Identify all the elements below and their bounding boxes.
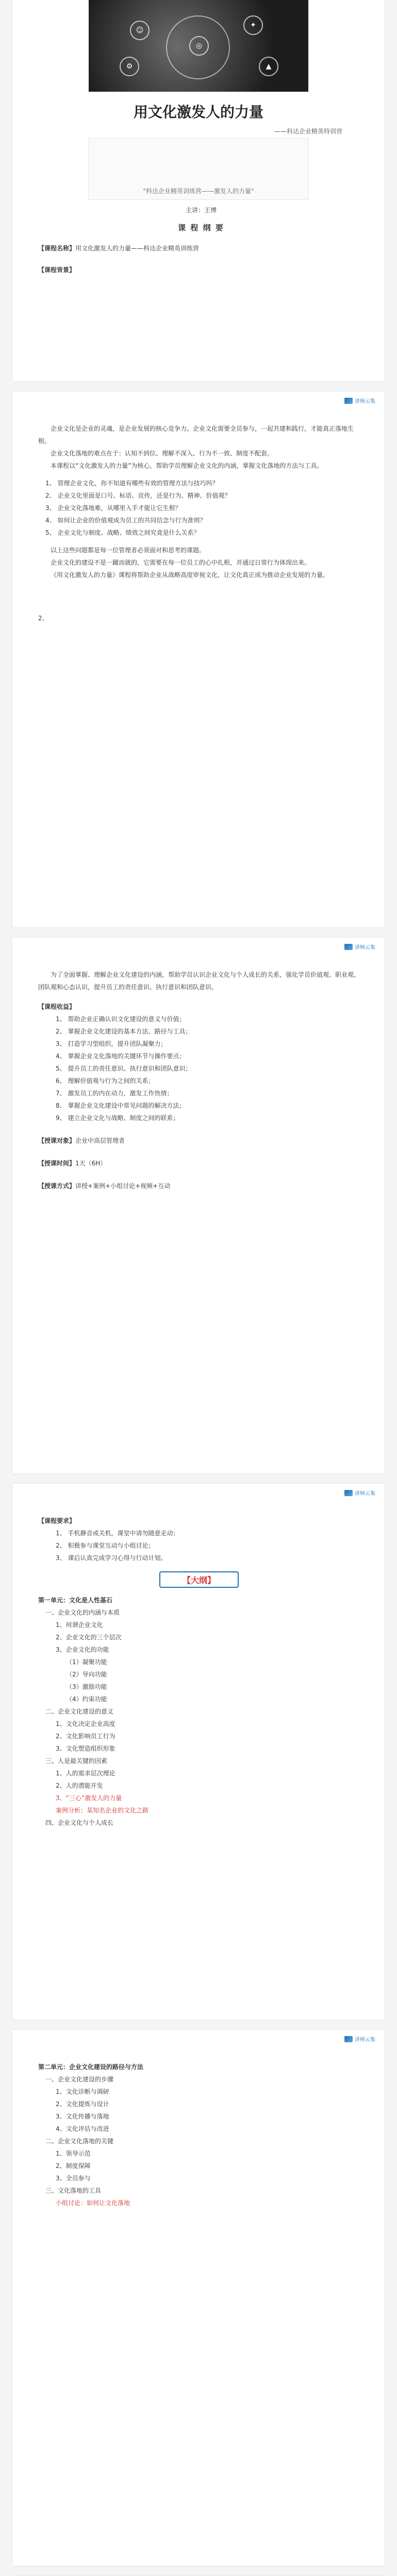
- objective-item: 6、 理解价值观与行为之间的关系；: [56, 1077, 155, 1084]
- brand-logo-icon: [344, 944, 353, 950]
- outline-line: 1、何谓企业文化: [56, 1621, 103, 1629]
- closing-para-3: 《用文化激发人的力量》课程将帮助企业从战略高度审视文化，让文化真正成为推动企业发展的力量。: [51, 571, 329, 579]
- subtitle: ——科达企业精英特训营: [274, 128, 342, 135]
- brand-logo-icon: [344, 2036, 353, 2042]
- brand-name: 讲师云集: [355, 945, 375, 951]
- outline-line: 2、文化提炼与设计: [56, 2100, 109, 2108]
- lecturer-name: 王博: [204, 207, 217, 214]
- page-4: [12, 1484, 385, 2020]
- outline-line: 二、企业文化建设的意义: [45, 1708, 114, 1715]
- requirement-item: 2、 积极参与课堂互动与小组讨论；: [56, 1542, 155, 1549]
- gear-icon: ⚙: [120, 57, 139, 76]
- outline-line: 2、人的潜能开发: [56, 1782, 103, 1789]
- outline-label: 课 程 纲 要: [178, 223, 224, 232]
- background-para-3: 本课程以“文化激发人的力量”为核心，帮助学员理解企业文化的内涵，掌握文化落地的方法与工具。: [51, 462, 323, 469]
- page-5: [12, 2030, 385, 2566]
- outline-line: 案例分析：某知名企业的文化之路: [56, 1807, 149, 1814]
- duration-label: 【授课时间】: [38, 1160, 76, 1167]
- outline-line: 三、文化落地的工具: [45, 2187, 102, 2194]
- target-icon: ◎: [189, 36, 209, 56]
- method-value: 讲授+案例+小组讨论+视频+互动: [75, 1182, 171, 1190]
- objective-item: 3、 打造学习型组织，提升团队凝聚力；: [56, 1040, 167, 1047]
- outline-line: 2、文化影响员工行为: [56, 1733, 115, 1740]
- outline-line: 3、文化塑造组织形象: [56, 1745, 115, 1752]
- page-title: 用文化激发人的力量: [133, 104, 263, 121]
- brand-logo-icon: [344, 398, 353, 404]
- outline-line: 3、文化传播与落地: [56, 2113, 109, 2120]
- outline-line: 四、企业文化与个人成长: [45, 1819, 114, 1826]
- lightbulb-icon: ✦: [243, 15, 263, 35]
- outline-line: 2、制度保障: [56, 2162, 91, 2170]
- objective-item: 9、 建立企业文化与战略、制度之间的联系；: [56, 1114, 179, 1122]
- course-name-block: [38, 242, 364, 276]
- objectives-content: [38, 969, 364, 1192]
- outline-line: 1、人的需求层次理论: [56, 1770, 115, 1777]
- outline-line: （2）导向功能: [66, 1671, 107, 1678]
- unit1-content: [38, 1594, 364, 1829]
- objective-item: 2、 掌握企业文化建设的基本方法、路径与工具；: [56, 1028, 192, 1035]
- question-4: 4、 如何让企业的价值观成为员工的共同信念与行为准则？: [45, 517, 206, 524]
- requirements-content: [38, 1515, 364, 1564]
- brand-logo-icon: [344, 1490, 353, 1496]
- objective-item: 8、 掌握企业文化建设中常见问题的解决方法；: [56, 1102, 186, 1109]
- outline-line: 二、企业文化落地的关键: [45, 2138, 114, 2145]
- outline-line: 2、企业文化的三个层次: [56, 1634, 122, 1641]
- outline-line: 1、文化决定企业高度: [56, 1720, 115, 1727]
- chart-icon: ▲: [259, 57, 278, 76]
- outline-line: （3）激励功能: [66, 1683, 107, 1690]
- outline-line: 3、全员参与: [56, 2175, 91, 2182]
- outline-line: 一、企业文化建设的步骤: [45, 2076, 114, 2083]
- course-name-label: 【课程名称】: [38, 245, 76, 252]
- outline-banner: 【大纲】: [159, 1571, 239, 1588]
- question-5: 5、 企业文化与制度、战略、绩效之间究竟是什么关系？: [45, 529, 200, 536]
- page-1: [12, 0, 385, 381]
- method-label: 【授课方式】: [38, 1182, 76, 1190]
- requirement-item: 1、 手机静音或关机，课堂中请勿随意走动；: [56, 1530, 179, 1537]
- closing-para-1: 以上这些问题都是每一位管理者必须面对和思考的课题。: [51, 547, 206, 554]
- page-2: [12, 392, 385, 927]
- header-brand: [344, 397, 375, 404]
- person-icon: ☺: [130, 21, 150, 40]
- page-3: [12, 938, 385, 1473]
- header-brand: [344, 1489, 375, 1497]
- objective-item: 5、 提升员工的责任意识、执行意识和团队意识；: [56, 1065, 192, 1072]
- question-1: 1、 管理企业文化，你不知道有哪些有效的管理方法与技巧吗？: [45, 480, 219, 487]
- unit2-content: [38, 2061, 364, 2209]
- question-2: 2、 企业文化里面是口号、标语、宣传，还是行为、精神、价值观？: [45, 492, 231, 499]
- objective-item: 4、 掌握企业文化落地的关键环节与操作要点；: [56, 1053, 186, 1060]
- question-3: 3、 企业文化落地难，从哪里入手才能让它生根？: [45, 504, 181, 512]
- outline-line: 4、文化评估与改进: [56, 2125, 109, 2132]
- outline-heading: [38, 222, 364, 234]
- numbered-marker: 2、: [38, 615, 48, 622]
- unit1-title: 第一单元：文化是人性基石: [38, 1597, 113, 1604]
- requirement-item: 3、 课后认真完成学习心得与行动计划。: [56, 1554, 167, 1562]
- outline-line: 1、文化诊断与调研: [56, 2088, 109, 2095]
- background-label: 【课程背景】: [38, 266, 76, 274]
- outline-line: 三、人是最关键的因素: [45, 1757, 108, 1765]
- tagline-box: [12, 138, 385, 200]
- brand-name: 讲师云集: [355, 1491, 375, 1497]
- objective-item: 1、 帮助企业正确认识文化建设的意义与价值；: [56, 1015, 186, 1023]
- cover-lecturer: [38, 204, 364, 216]
- background-para-2: 企业文化落地的难点在于：认知不到位、理解不深入、行为不一致、制度不配套。: [51, 450, 274, 457]
- objectives-label: 【课程收益】: [38, 1003, 76, 1010]
- target-value: 企业中高层管理者: [75, 1137, 125, 1144]
- course-name: 用文化激发人的力量——科达企业精英训练营: [75, 245, 200, 252]
- target-label: 【授课对象】: [38, 1137, 76, 1144]
- lecturer-label: 主讲：: [185, 207, 204, 214]
- brand-name: 讲师云集: [355, 2037, 375, 2043]
- brand-name: 讲师云集: [355, 399, 375, 404]
- outline-line: 1、领导示范: [56, 2150, 91, 2157]
- unit2-title: 第二单元：企业文化建设的路径与方法: [38, 2063, 144, 2071]
- objective-item: 7、 激发员工的内在动力，激发工作热情；: [56, 1090, 173, 1097]
- cover-image: [89, 0, 308, 92]
- outline-line: 3、企业文化的功能: [56, 1646, 109, 1653]
- outline-line: 一、企业文化的内涵与本质: [45, 1609, 120, 1616]
- outline-line: 3、“三心”激发人的力量: [56, 1794, 122, 1802]
- background-para-1: 企业文化是企业的灵魂，是企业发展的核心竞争力。企业文化需要全员参与，一起共建和践行，才能真正落地生根。: [38, 425, 354, 445]
- duration-value: 1天（6H）: [75, 1160, 107, 1167]
- outline-line: （1）凝聚功能: [66, 1658, 107, 1666]
- requirements-label: 【课程要求】: [38, 1517, 76, 1524]
- header-brand: [344, 2035, 375, 2043]
- objectives-intro: 为了全面掌握、理解企业文化建设的内涵，帮助学员认识企业文化与个人成长的关系，强化学员价值观、职业观、团队观和心态认识，提升员工的责任意识、执行意识和团队意识。: [38, 971, 360, 991]
- outline-line: 小组讨论：如何让文化落地: [56, 2199, 130, 2207]
- background-content: [38, 422, 364, 624]
- header-brand: [344, 943, 375, 951]
- outline-line: （4）约束功能: [66, 1696, 107, 1703]
- tagline-text: "科达企业精英训练营——激发人的力量": [88, 138, 309, 200]
- closing-para-2: 企业文化的建设不是一蹴而就的，它需要在每一位员工的心中扎根，并通过日常行为体现出来。: [51, 559, 311, 566]
